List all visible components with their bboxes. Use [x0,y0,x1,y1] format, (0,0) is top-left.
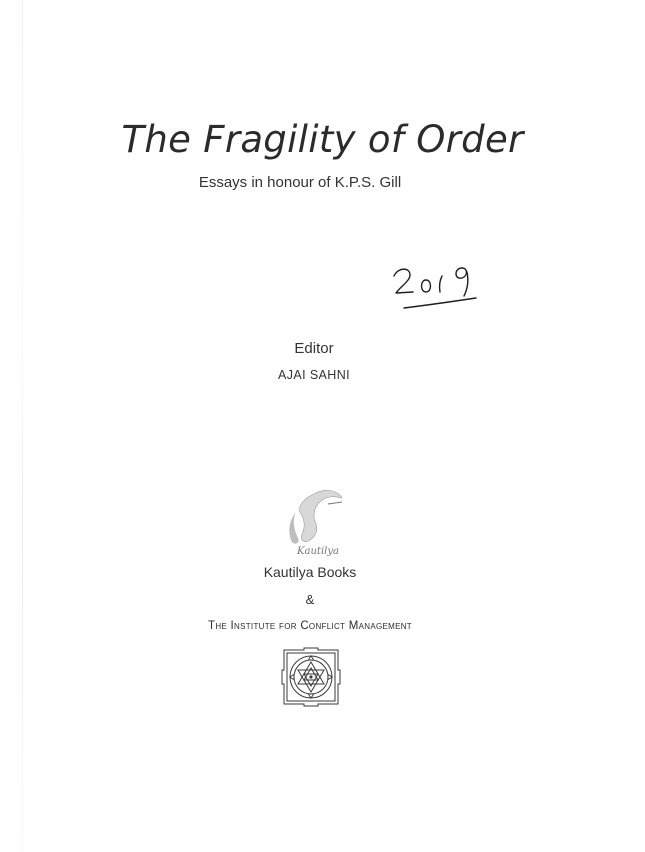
publisher-name: Kautilya Books [263,564,357,580]
institute-name: The Institute for Conflict Management [208,620,412,632]
kautilya-logo-text: Kautilya [297,546,339,557]
handwritten-year-2019 [388,250,488,320]
editor-label: Editor [294,340,334,357]
editor-name: AJAI SAHNI [277,368,351,382]
book-subtitle: Essays in honour of K.P.S. Gill [198,174,402,191]
yantra-emblem-icon [280,646,342,708]
kautilya-logo-icon [280,484,352,560]
ampersand: & [305,592,315,607]
book-title: The Fragility of Order [121,118,524,161]
